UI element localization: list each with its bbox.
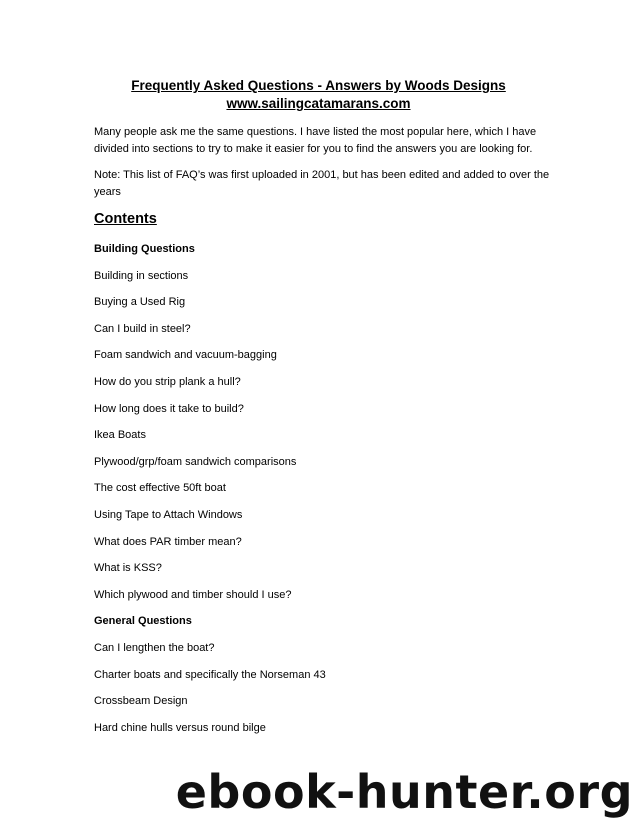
toc-link[interactable]: Which plywood and timber should I use? [94, 588, 292, 601]
toc-link[interactable]: Charter boats and specifically the Norseman 43 [94, 668, 326, 681]
toc-link[interactable]: Building in sections [94, 269, 189, 282]
toc-link[interactable]: Foam sandwich and vacuum-bagging [94, 349, 277, 362]
toc-link[interactable]: Ikea Boats [94, 429, 146, 442]
toc-link[interactable]: Crossbeam Design [94, 695, 188, 708]
toc-link[interactable]: Buying a Used Rig [94, 296, 186, 309]
toc-link[interactable]: Can I lengthen the boat? [94, 641, 215, 654]
toc-link[interactable]: Plywood/grp/foam sandwich comparisons [94, 455, 297, 468]
document-title: Frequently Asked Questions - Answers by Woods Designs [131, 78, 506, 93]
toc-section-heading: General Questions [94, 615, 192, 628]
contents-list [94, 242, 326, 747]
toc-link[interactable]: The cost effective 50ft boat [94, 482, 226, 495]
contents-heading: Contents [94, 211, 157, 227]
toc-link[interactable]: What does PAR timber mean? [94, 535, 242, 548]
toc-link[interactable]: Hard chine hulls versus round bilge [94, 721, 266, 734]
intro-paragraph: Many people ask me the same questions. I have listed the most popular here, which I have divided into sections to try to make it easier for you to find the answers you are looking for. [94, 126, 537, 155]
watermark: ebook-hunter.org [175, 765, 633, 819]
toc-link[interactable]: Can I build in steel? [94, 322, 191, 335]
note-paragraph: Note: This list of FAQ’s was first uploaded in 2001, but has been edited and added to over the years [94, 169, 550, 198]
toc-link[interactable]: What is KSS? [94, 562, 162, 575]
toc-link[interactable]: How do you strip plank a hull? [94, 375, 241, 388]
toc-section-heading: Building Questions [94, 243, 195, 255]
toc-link[interactable]: How long does it take to build? [94, 402, 244, 415]
website-link[interactable]: www.sailingcatamarans.com [226, 96, 411, 111]
toc-link[interactable]: Using Tape to Attach Windows [94, 508, 243, 521]
